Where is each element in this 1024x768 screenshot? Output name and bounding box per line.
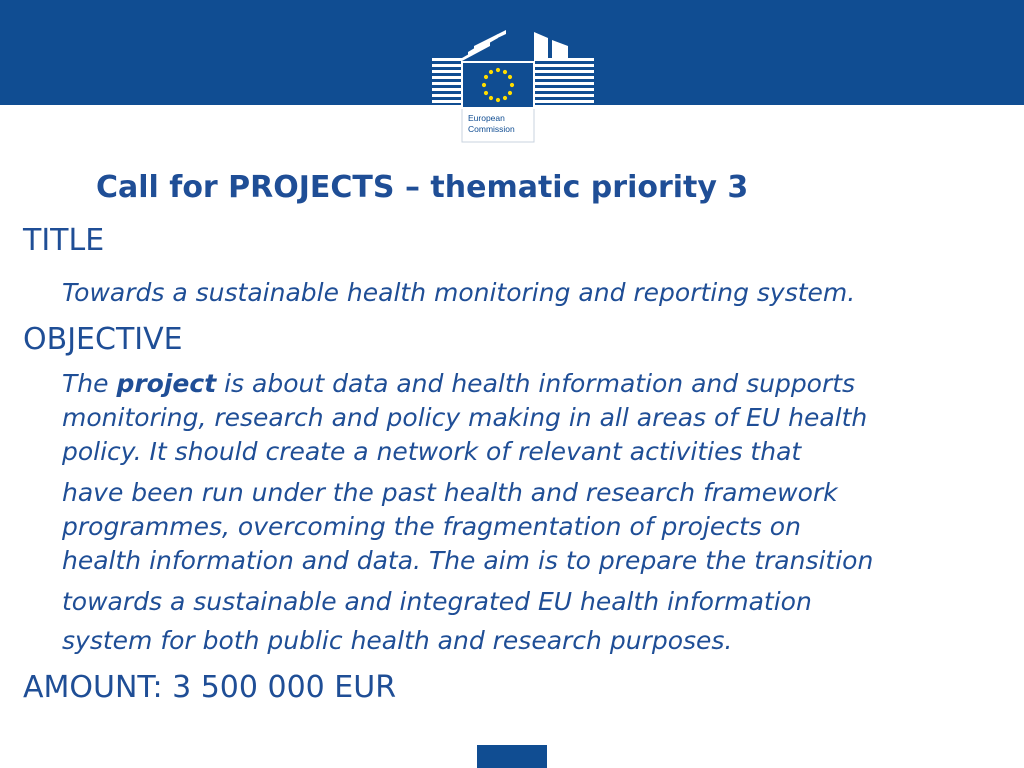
objective-line-3: policy. It should create a network of relevant activities that <box>62 437 802 466</box>
logo-text-commission: Commission <box>468 124 515 134</box>
objective-line-1-end: is about data and health information and supports <box>216 369 856 398</box>
footer-flag <box>477 745 547 768</box>
slide-title: Call for PROJECTS – thematic priority 3 <box>96 170 749 205</box>
objective-line-5: programmes, overcoming the fragmentation of projects on <box>62 512 801 541</box>
objective-line-1 <box>62 367 855 401</box>
objective-bold-word: project <box>116 369 217 398</box>
amount-text: AMOUNT: 3 500 000 EUR <box>23 670 397 705</box>
european-commission-logo <box>428 28 596 144</box>
objective-line-2: monitoring, research and policy making in all areas of EU health <box>62 403 868 432</box>
title-heading: TITLE <box>23 223 105 258</box>
objective-heading: OBJECTIVE <box>23 322 183 357</box>
objective-line-6: health information and data. The aim is to prepare the transition <box>62 546 874 575</box>
objective-line-1-start: The <box>62 369 117 398</box>
objective-line-4: have been run under the past health and research framework <box>62 478 838 507</box>
objective-line-8: system for both public health and research purposes. <box>62 626 733 655</box>
title-text: Towards a sustainable health monitoring and reporting system. <box>62 278 856 307</box>
objective-line-7: towards a sustainable and integrated EU health information <box>62 587 812 616</box>
logo-text-european: European <box>468 113 505 123</box>
